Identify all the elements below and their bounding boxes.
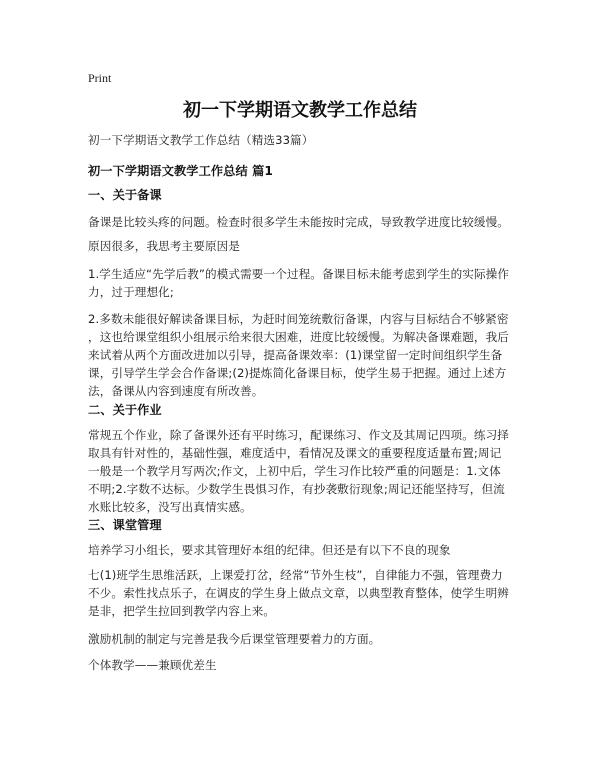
paragraph: 原因很多，我思考主要原因是 — [88, 239, 241, 253]
paragraph-line: 一般是一个教学月写两次;作文，上初中后，学生习作比较严重的问题是：1.文体 — [88, 464, 501, 478]
section-heading-homework: 二、关于作业 — [88, 403, 162, 417]
paragraph-line: 七(1)班学生思维活跃，上课爱打岔，经常“节外生枝”，自律能力不强，管理费力 — [88, 568, 503, 582]
page-title: 初一下学期语文教学工作总结 — [183, 100, 417, 121]
paragraph: 激励机制的制定与完善是我今后课堂管理要着力的方面。 — [88, 632, 381, 646]
section-heading-classroom: 三、课堂管理 — [88, 518, 162, 532]
paragraph: 个体教学——兼顾优差生 — [88, 658, 217, 672]
paragraph — [88, 426, 520, 516]
paragraph-line: 不少。索性找点乐子，在调皮的学生身上做点文章，以典型教育整体，使学生明辨 — [88, 586, 509, 600]
section-heading-prep: 一、关于备课 — [88, 188, 162, 202]
paragraph: 培养学习小组长，要求其管理好本组的纪律。但还是有以下不良的现象 — [88, 543, 451, 557]
paragraph — [88, 265, 520, 301]
paragraph-line: 1.学生适应“先学后教”的模式需要一个过程。备课目标未能考虑到学生的实际操作 — [88, 267, 510, 281]
paragraph-line: 2.多数未能很好解读备课目标，为赶时间笼统敷衍备课，内容与目标结合不够紧密 — [88, 312, 509, 326]
paragraph-line: 法，备课从内容到速度有所改善。 — [88, 384, 264, 398]
paragraph — [88, 566, 520, 620]
print-label[interactable]: Print — [88, 71, 112, 85]
paragraph-line: 是非，把学生拉回到教学内容上来。 — [88, 604, 276, 618]
paragraph-line: 常规五个作业，除了备课外还有平时练习，配课练习、作文及其周记四项。练习择 — [88, 428, 509, 442]
paragraph-line: 水账比较多，没写出真情实感。 — [88, 500, 252, 514]
subtitle: 初一下学期语文教学工作总结（精选33篇） — [88, 133, 314, 147]
paragraph-line: 力，过于理想化; — [88, 285, 174, 299]
paragraph-line: 课，引导学生学会合作备课;(2)提炼简化备课目标，使学生易于把握。通过上述方 — [88, 366, 507, 380]
paragraph-line: 取具有针对性的，基础性强，难度适中，看情况及课文的重要程度适量布置;周记 — [88, 446, 502, 460]
article-heading: 初一下学期语文教学工作总结 篇1 — [88, 164, 273, 178]
paragraph-line: ，这也给课堂组织小组展示给来很大困难，进度比较缓慢。为解决备课难题，我后 — [88, 330, 509, 344]
paragraph-line: 来试着从两个方面改进加以引导，提高备课效率：(1)课堂留一定时间组织学生备 — [88, 348, 503, 362]
paragraph — [88, 310, 520, 400]
paragraph: 备课是比较头疼的问题。检查时很多学生未能按时完成，导致教学进度比较缓慢。 — [88, 215, 509, 229]
paragraph-line: 不明;2.字数不达标。少数学生畏惧习作，有抄袭敷衍现象;周记还能坚持写，但流 — [88, 482, 505, 496]
